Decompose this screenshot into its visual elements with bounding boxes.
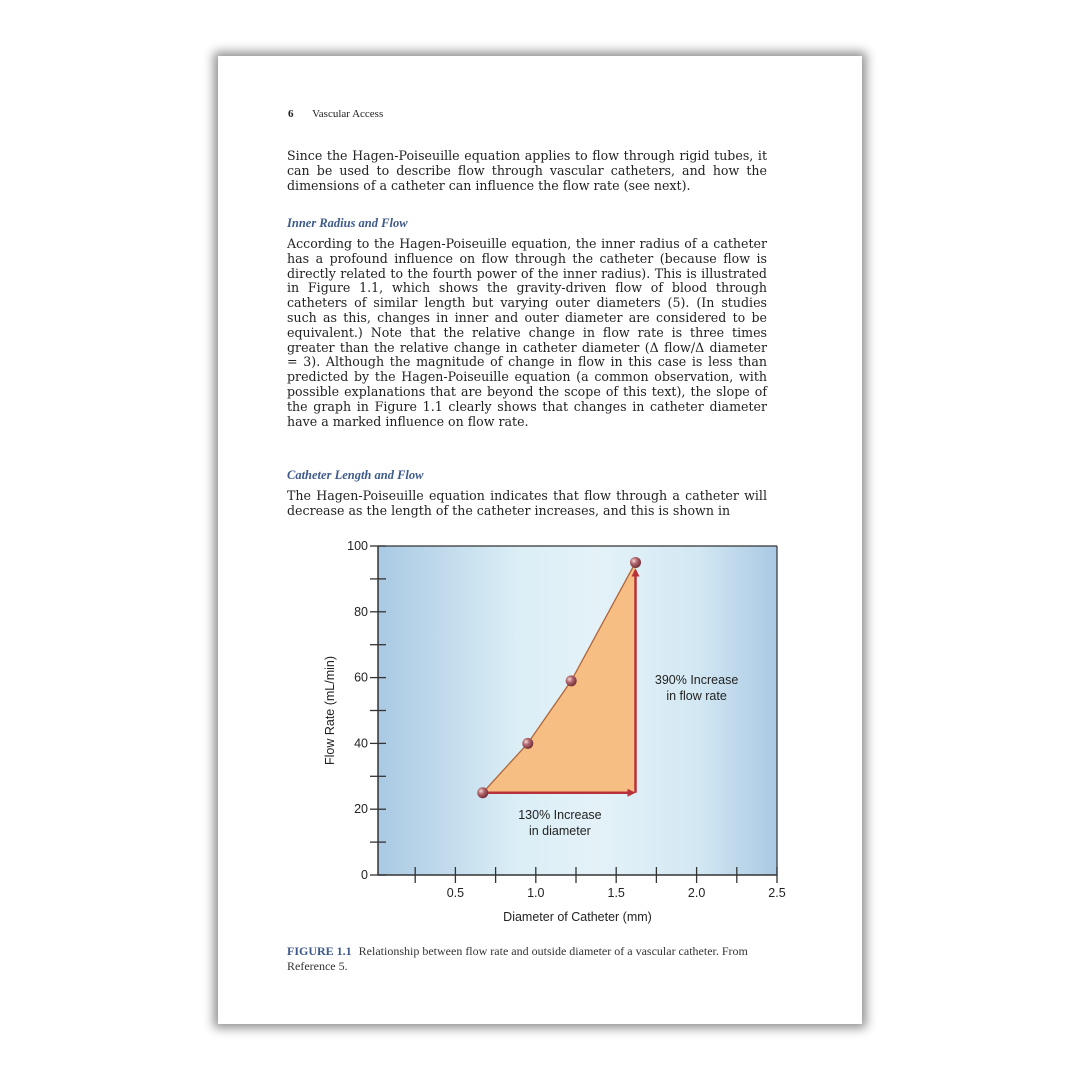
paragraph-intro: Since the Hagen-Poiseuille equation applies to flow through rigid tubes, it can be used to describe flow through vascular catheters, and how the dimensions of a catheter can influence the flow rate (see next). [287, 148, 767, 193]
x-axis-label: Diameter of Catheter (mm) [503, 910, 652, 924]
running-head [288, 108, 383, 120]
y-tick-label-20: 20 [354, 802, 368, 817]
data-point-4 [630, 557, 641, 568]
book-page [218, 56, 862, 1024]
data-point-2 [522, 738, 533, 749]
y-tick-label-80: 80 [354, 604, 368, 619]
data-point-1 [477, 787, 488, 798]
section-heading-catheter-length: Catheter Length and Flow [287, 468, 424, 482]
y-tick-label-40: 40 [354, 736, 368, 751]
y-tick-label-60: 60 [354, 670, 368, 685]
x-tick-label-1.5: 1.5 [607, 886, 625, 900]
page-number: 6 [288, 108, 294, 120]
x-tick-label-2.5: 2.5 [768, 886, 786, 900]
annotation-diameter-increase-line1: 130% Increase [518, 808, 602, 823]
running-title: Vascular Access [312, 108, 384, 120]
y-tick-label-100: 100 [347, 539, 368, 553]
x-tick-label-0.5: 0.5 [446, 886, 465, 900]
figure-1-1-chart [308, 532, 848, 932]
y-tick-label-0: 0 [361, 868, 368, 882]
figure-label: FIGURE 1.1 [287, 944, 352, 958]
annotation-diameter-increase-line2: in diameter [528, 824, 591, 839]
x-tick-label-2: 2.0 [687, 886, 706, 900]
x-tick-label-1: 1.0 [527, 886, 545, 900]
data-point-3 [566, 675, 577, 686]
annotation-flow-increase-line1: 390% Increase [654, 673, 739, 688]
figure-caption [287, 944, 757, 973]
annotation-flow-increase-line2: in flow rate [666, 689, 727, 704]
section-heading-inner-radius: Inner Radius and Flow [287, 216, 408, 230]
paragraph-catheter-length: The Hagen-Poiseuille equation indicates that flow through a catheter will decrease as the length of the catheter increases, and this is shown in [287, 488, 767, 518]
figure-caption-text: Relationship between flow rate and outside diameter of a vascular catheter. From Reference 5. [287, 944, 748, 973]
y-axis-label: Flow Rate (mL/min) [323, 655, 337, 766]
paragraph-inner-radius: According to the Hagen-Poiseuille equation, the inner radius of a catheter has a profound influence on flow through the catheter (because flow is directly related to the fourth power of the inner radius). This is illustrated in Figure 1.1, which shows the gravity-driven flow of blood through catheters of similar length but varying outer diameters (5). (In studies such as this, changes in inner and outer diameter are considered to be equivalent.) Note that the relative change in flow rate is three times greater than the relative change in catheter diameter (Δ flow/Δ diameter = 3). Although the magnitude of change in flow in this case is less than predicted by the Hagen-Poiseuille equation (a common observation, with possible explanations that are beyond the scope of this text), the slope of the graph in Figure 1.1 clearly shows that changes in catheter diameter have a marked influence on flow rate. [287, 236, 767, 429]
